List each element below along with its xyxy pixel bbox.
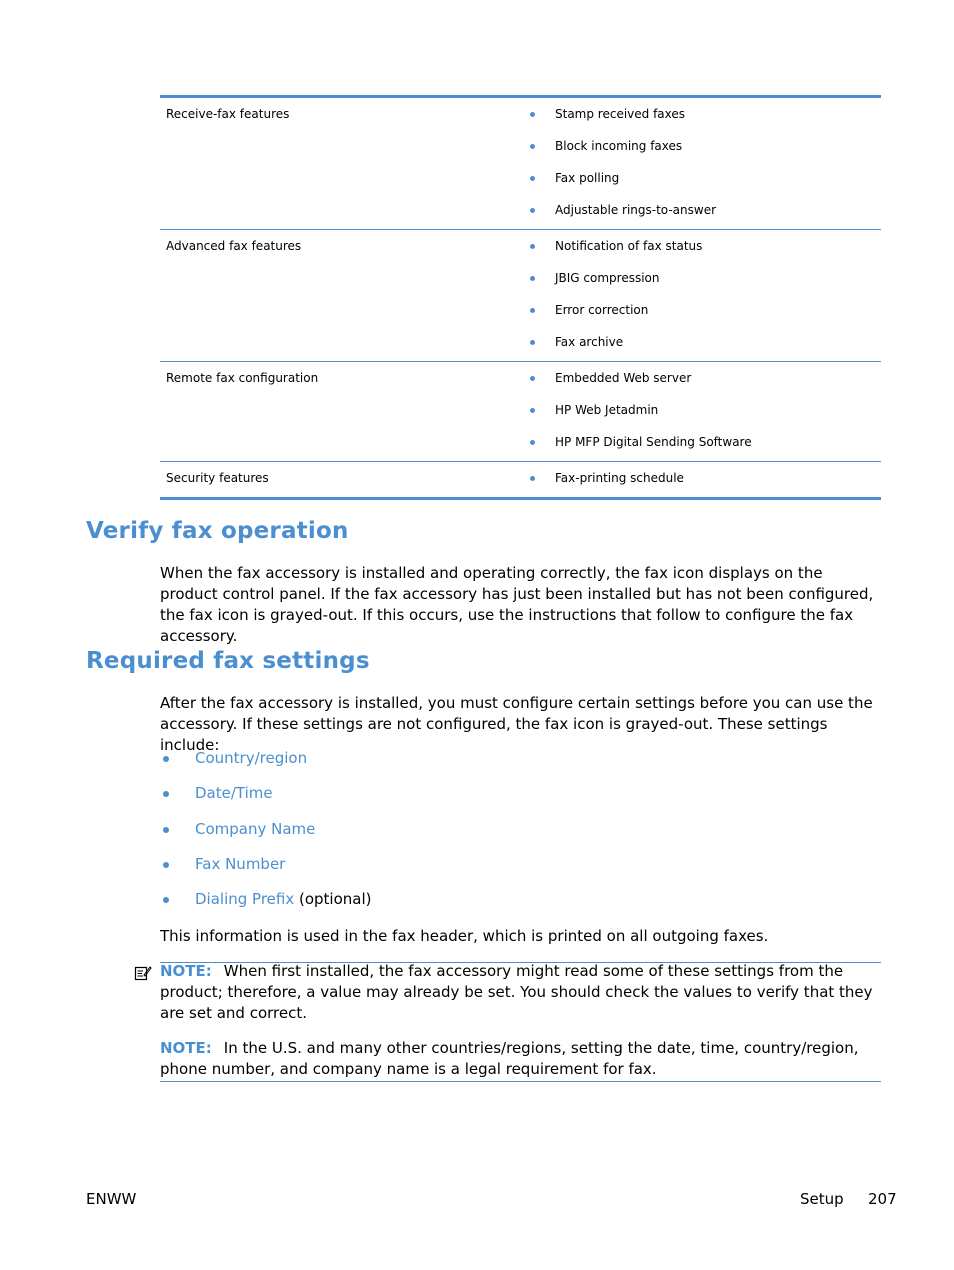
list-item: Fax polling — [521, 171, 881, 203]
note-icon — [134, 964, 152, 982]
feature-category: Receive-fax features — [166, 107, 290, 121]
list-item: JBIG compression — [521, 271, 881, 303]
list-item: Embedded Web server — [521, 371, 881, 403]
feature-list — [521, 98, 881, 229]
feature-list — [521, 362, 881, 461]
feature-list — [521, 230, 881, 361]
list-item — [160, 889, 371, 924]
country-region-link[interactable]: Country/region — [195, 749, 308, 767]
note-text: When first installed, the fax accessory might read some of these settings from the product; therefore, a value may already be set. You should check the values to verify that they are set and correct. — [160, 962, 873, 1022]
dialing-prefix-link[interactable]: Dialing Prefix — [195, 890, 295, 909]
table-row — [160, 462, 881, 497]
note-1 — [160, 961, 876, 1024]
list-item — [160, 819, 371, 854]
list-item — [160, 783, 371, 818]
note-2 — [160, 1038, 876, 1080]
company-name-link[interactable]: Company Name — [195, 819, 316, 838]
note-label: NOTE: — [160, 962, 212, 980]
note-text: In the U.S. and many other countries/regions, setting the date, time, country/region, phone number, and company name is a legal requirement for fax. — [160, 1039, 859, 1078]
settings-list — [160, 748, 371, 924]
list-item — [160, 854, 371, 889]
section-heading-verify: Verify fax operation — [86, 518, 349, 544]
fax-number-link[interactable]: Fax Number — [195, 854, 286, 873]
list-item: Fax-printing schedule — [521, 471, 881, 493]
list-item: Stamp received faxes — [521, 107, 881, 139]
table-row — [160, 230, 881, 362]
feature-list — [521, 462, 881, 497]
list-item: Adjustable rings-to-answer — [521, 203, 881, 225]
list-item: Fax archive — [521, 335, 881, 357]
footer-section: Setup — [800, 1190, 844, 1208]
table-row — [160, 362, 881, 462]
list-item — [160, 748, 371, 783]
list-item: Block incoming faxes — [521, 139, 881, 171]
feature-category: Security features — [166, 471, 269, 485]
feature-category: Advanced fax features — [166, 239, 302, 253]
outro-paragraph: This information is used in the fax header, which is printed on all outgoing faxes. — [160, 927, 769, 945]
feature-category: Remote fax configuration — [166, 371, 319, 385]
page-number: 207 — [868, 1190, 897, 1208]
verify-paragraph: When the fax accessory is installed and operating correctly, the fax icon displays on the product control panel. If the fax accessory has just been installed but has not been configured, the fax icon is grayed-out. If this occurs, use the instructions that follow to configure the fax accessory. — [160, 564, 874, 645]
optional-suffix: (optional) — [294, 890, 372, 909]
list-item: HP Web Jetadmin — [521, 403, 881, 435]
feature-table — [160, 95, 881, 500]
list-item: HP MFP Digital Sending Software — [521, 435, 881, 457]
required-intro-paragraph: After the fax accessory is installed, you must configure certain settings before you can use the accessory. If these settings are not configured, the fax icon is grayed-out. These settings include: — [160, 694, 873, 754]
note-label: NOTE: — [160, 1039, 212, 1057]
section-heading-required: Required fax settings — [86, 648, 370, 674]
footer-left: ENWW — [86, 1190, 137, 1208]
list-item: Notification of fax status — [521, 239, 881, 271]
date-time-link[interactable]: Date/Time — [195, 784, 273, 803]
table-row — [160, 98, 881, 230]
list-item: Error correction — [521, 303, 881, 335]
